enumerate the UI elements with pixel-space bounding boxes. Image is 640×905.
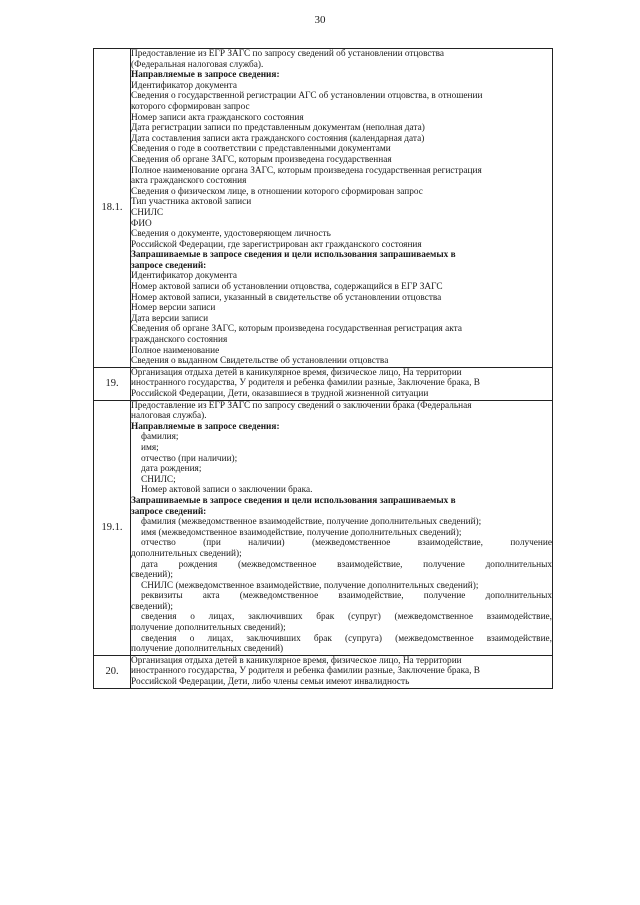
- text-line: отчество (при наличии);: [141, 453, 238, 464]
- text-line: Номер актовой записи о заключении брака.: [141, 485, 313, 496]
- text-line: гражданского состояния: [131, 335, 228, 346]
- text-line: Предоставление из ЕГР ЗАГС по запросу сведений о заключении брака (Федеральная: [131, 400, 472, 411]
- text-line: фамилия;: [141, 432, 179, 443]
- text-line: сведения о лицах, заключивших брак (супруг) (межведомственное взаимодействие,: [141, 612, 552, 623]
- services-table: [93, 48, 553, 689]
- text-line: иностранного государства, У родителя и ребенка фамилии разные, Заключение брака, В: [131, 378, 480, 389]
- services-table-body: [94, 49, 553, 689]
- text-line: Полное наименование органа ЗАГС, которым произведена государственная регистрация: [131, 165, 482, 176]
- row-number: 19.: [94, 367, 131, 400]
- row-content: [131, 49, 553, 368]
- text-line: СНИЛС;: [141, 474, 176, 485]
- page-number: 30: [314, 14, 326, 26]
- text-line: иностранного государства, У родителя и ребенка фамилии разные, Заключение брака, В: [131, 666, 480, 677]
- table-row: [94, 400, 553, 655]
- section-heading: Запрашиваемые в запросе сведения и цели использования запрашиваемых в: [131, 495, 456, 506]
- row-number: 19.1.: [94, 400, 131, 655]
- text-line: Дата составления записи акта гражданского состояния (календарная дата): [131, 133, 425, 144]
- text-line: Дата версии записи: [131, 313, 209, 324]
- text-line: фамилия (межведомственное взаимодействие, получение дополнительных сведений);: [141, 517, 482, 528]
- text-line: имя;: [141, 442, 159, 453]
- text-line: Организация отдыха детей в каникулярное время, физическое лицо, На территории: [131, 655, 462, 666]
- text-line: Российской Федерации, Дети, оказавшиеся в трудной жизненной ситуации: [131, 389, 429, 399]
- text-line: Идентификатор документа: [131, 271, 237, 282]
- text-line: Организация отдыха детей в каникулярное время, физическое лицо, На территории: [131, 367, 462, 378]
- row-number: 18.1.: [94, 49, 131, 368]
- text-line: Российской Федерации, Дети, либо члены семьи имеют инвалидность: [131, 677, 410, 688]
- table-row: [94, 49, 553, 368]
- text-line: имя (межведомственное взаимодействие, получение дополнительных сведений);: [141, 527, 462, 538]
- text-line: Номер актовой записи, указанный в свидетельстве об установлении отцовства: [131, 292, 442, 303]
- text-line: дата рождения;: [141, 464, 202, 475]
- text-line: Сведения о физическом лице, в отношении которого сформирован запрос: [131, 186, 423, 197]
- text-line: Номер актовой записи об установлении отцовства, содержащийся в ЕГР ЗАГС: [131, 282, 443, 293]
- text-line: Сведения о выданном Свидетельстве об установлении отцовства: [131, 356, 389, 367]
- section-heading: Направляемые в запросе сведения:: [131, 421, 280, 432]
- row-content: [131, 400, 553, 655]
- text-line: Российской Федерации, где зарегистрирован акт гражданского состояния: [131, 239, 422, 250]
- text-line: (Федеральная налоговая служба).: [131, 59, 264, 70]
- text-line: Номер записи акта гражданского состояния: [131, 112, 304, 123]
- section-heading: Запрашиваемые в запросе сведения и цели использования запрашиваемых в: [131, 250, 456, 261]
- text-line: Сведения о годе в соответствии с представленными документами: [131, 144, 391, 155]
- text-line: Идентификатор документа: [131, 80, 237, 91]
- text-line: получение дополнительных сведений): [131, 644, 284, 655]
- text-line: налоговая служба).: [131, 411, 207, 422]
- text-line: СНИЛС: [131, 207, 164, 218]
- text-line: дополнительных сведений);: [131, 548, 242, 559]
- text-line: отчество (при наличии) (межведомственное взаимодействие, получение: [141, 538, 552, 549]
- text-line: СНИЛС (межведомственное взаимодействие, получение дополнительных сведений);: [141, 580, 479, 591]
- text-line: акта гражданского состояния: [131, 176, 247, 187]
- text-line: Полное наименование: [131, 345, 220, 356]
- text-line: которого сформирован запрос: [131, 101, 250, 112]
- text-line: ФИО: [131, 218, 152, 229]
- row-content: [131, 367, 553, 400]
- section-heading: запросе сведений:: [131, 506, 207, 517]
- table-row: [94, 655, 553, 688]
- text-line: Сведения о государственной регистрации АГС об установлении отцовства, в отношении: [131, 91, 483, 102]
- text-line: сведения о лицах, заключивших брак (супруга) (межведомственное взаимодействие,: [141, 633, 552, 644]
- text-line: сведений);: [131, 601, 173, 612]
- text-line: Сведения об органе ЗАГС, которым произведена государственная регистрация акта: [131, 324, 462, 335]
- table-row: [94, 367, 553, 400]
- section-heading: Направляемые в запросе сведения:: [131, 70, 280, 81]
- text-line: Тип участника актовой записи: [131, 197, 252, 208]
- text-line: получение дополнительных сведений);: [131, 623, 286, 634]
- text-line: Предоставление из ЕГР ЗАГС по запросу сведений об установлении отцовства: [131, 49, 445, 59]
- text-line: сведений);: [131, 570, 173, 581]
- text-line: Сведения о документе, удостоверяющем личность: [131, 229, 331, 240]
- text-line: дата рождения (межведомственное взаимодействие, получение дополнительных: [141, 559, 552, 570]
- text-line: Сведения об органе ЗАГС, которым произведена государственная: [131, 154, 392, 165]
- row-number: 20.: [94, 655, 131, 688]
- text-line: Номер версии записи: [131, 303, 216, 314]
- text-line: Дата регистрации записи по представленным документам (неполная дата): [131, 123, 425, 134]
- row-content: [131, 655, 553, 688]
- section-heading: запросе сведений:: [131, 260, 207, 271]
- text-line: реквизиты акта (межведомственное взаимодействие, получение дополнительных: [141, 591, 552, 602]
